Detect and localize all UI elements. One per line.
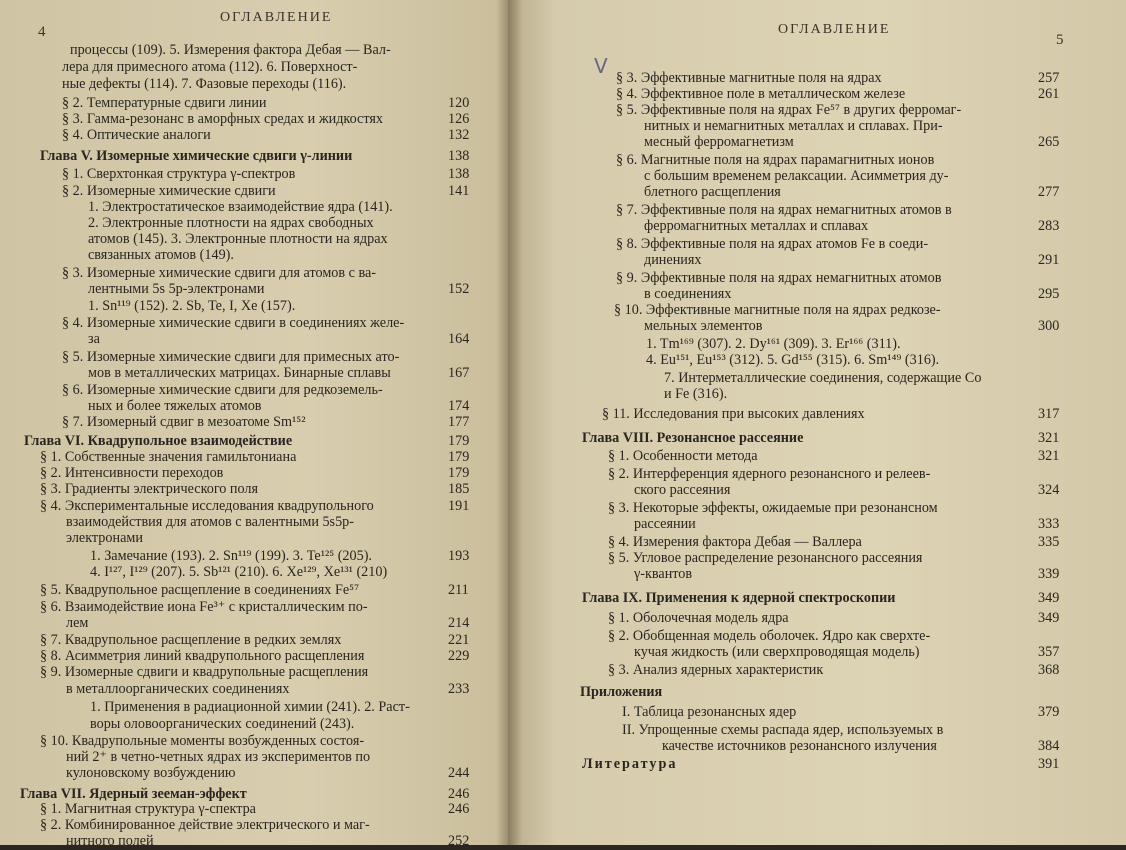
right-toc-page-number: 384 <box>1038 738 1060 754</box>
left-toc-page-number: 174 <box>448 398 470 414</box>
left-toc-line-text: 1. Применения в радиационной химии (241). 2. Раст- <box>90 699 410 715</box>
left-toc-page-number: 191 <box>448 498 470 514</box>
right-toc-page-number: 339 <box>1038 566 1060 582</box>
left-toc-page-number: 185 <box>448 481 470 497</box>
left-toc-page-number: 244 <box>448 765 470 781</box>
right-toc-line-text: в соединениях <box>644 286 732 302</box>
left-toc-line-text: атомов (145). 3. Электронные плотности на ядрах <box>88 231 388 247</box>
right-toc-line-text: и Fe (316). <box>664 386 728 402</box>
left-toc-line-text: § 5. Квадрупольное расщепление в соединениях Fe⁵⁷ <box>40 582 360 598</box>
right-toc-line-text: кучая жидкость (или сверхпроводящая модель) <box>634 644 920 660</box>
left-toc-line-text: лем <box>66 615 89 631</box>
right-page <box>508 0 1126 845</box>
left-toc-page-number: 138 <box>448 166 470 182</box>
left-toc-line-text: ний 2⁺ в четно-четных ядрах из экспериментов по <box>66 749 371 765</box>
left-toc-page-number: 221 <box>448 632 470 648</box>
right-toc-line-text: § 8. Эффективные поля на ядрах атомов Fe в соеди- <box>616 236 929 252</box>
right-toc-line-text: § 3. Некоторые эффекты, ожидаемые при резонансном <box>608 500 938 516</box>
left-toc-line-text: 4. I¹²⁷, I¹²⁹ (207). 5. Sb¹²¹ (210). 6. Xe¹²⁹, Xe¹³¹ (210) <box>90 564 388 580</box>
right-running-head: ОГЛАВЛЕНИЕ <box>778 22 891 37</box>
right-toc-line-text: с большим временем релаксации. Асимметрия ду- <box>644 168 949 184</box>
right-toc-line-text: § 5. Угловое распределение резонансного рассеяния <box>608 550 923 566</box>
pencil-check-mark: V <box>594 54 608 78</box>
left-toc-page-number: 138 <box>448 148 470 164</box>
right-toc-line-text: § 1. Оболочечная модель ядра <box>608 610 789 626</box>
right-toc-page-number: 257 <box>1038 70 1060 86</box>
left-toc-line-text: Глава VII. Ядерный зееман-эффект <box>20 786 247 802</box>
right-toc-line-text: II. Упрощенные схемы распада ядер, используемых в <box>622 722 944 738</box>
left-toc-page-number: 179 <box>448 465 470 481</box>
left-toc-page-number: 252 <box>448 833 470 849</box>
right-toc-page-number: 283 <box>1038 218 1060 234</box>
right-toc-page-number: 335 <box>1038 534 1060 550</box>
left-toc-line-text: электронами <box>66 530 143 546</box>
right-toc-page-number: 379 <box>1038 704 1060 720</box>
left-toc-line-text: процессы (109). 5. Измерения фактора Дебая — Вал- <box>70 42 391 58</box>
left-toc-page-number: 179 <box>448 433 470 449</box>
left-toc-line-text: 1. Электростатическое взаимодействие ядра (141). <box>88 199 393 215</box>
right-toc-line-text: Глава VIII. Резонансное рассеяние <box>582 430 804 446</box>
right-toc-line-text: § 10. Эффективные магнитные поля на ядрах редкозе- <box>614 302 941 318</box>
right-toc-line-text: ского рассеяния <box>634 482 731 498</box>
right-toc-line-text: рассеянии <box>634 516 696 532</box>
right-toc-line-text: мельных элементов <box>644 318 763 334</box>
left-toc-page-number: 214 <box>448 615 470 631</box>
left-toc-line-text: ные дефекты (114). 7. Фазовые переходы (116). <box>62 76 347 92</box>
left-toc-page-number: 141 <box>448 183 470 199</box>
right-toc-page-number: 349 <box>1038 590 1060 606</box>
right-toc-page-number: 368 <box>1038 662 1060 678</box>
left-toc-page-number: 164 <box>448 331 470 347</box>
right-toc-page-number: 321 <box>1038 430 1060 446</box>
left-toc-page-number: 177 <box>448 414 470 430</box>
right-toc-line-text: § 4. Измерения фактора Дебая — Валлера <box>608 534 862 550</box>
right-toc-line-text: § 9. Эффективные поля на ядрах немагнитных атомов <box>616 270 942 286</box>
left-toc-line-text: мов в металлических матрицах. Бинарные сплавы <box>88 365 391 381</box>
book-gutter <box>496 0 522 845</box>
right-toc-line-text: блетного расщепления <box>644 184 781 200</box>
right-toc-line-text: Глава IX. Применения к ядерной спектроскопии <box>582 590 896 606</box>
left-toc-page-number: 126 <box>448 111 470 127</box>
right-toc-line-text: 4. Eu¹⁵¹, Eu¹⁵³ (312). 5. Gd¹⁵⁵ (315). 6. Sm¹⁴⁹ (316). <box>646 352 940 368</box>
left-toc-line-text: нитного полей <box>66 833 154 849</box>
left-toc-page-number: 167 <box>448 365 470 381</box>
left-toc-line-text: Глава VI. Квадрупольное взаимодействие <box>24 433 293 449</box>
left-toc-line-text: § 1. Собственные значения гамильтониана <box>40 449 297 465</box>
right-toc-line-text: 7. Интерметаллические соединения, содержащие Co <box>664 370 982 386</box>
right-toc-line-text: § 5. Эффективные поля на ядрах Fe⁵⁷ в других ферромаг- <box>616 102 962 118</box>
left-toc-line-text: ных и более тяжелых атомов <box>88 398 262 414</box>
left-toc-line-text: взаимодействия для атомов с валентными 5s5p- <box>66 514 354 530</box>
right-toc-line-text: ферромагнитных металлах и сплавах <box>644 218 869 234</box>
left-running-head: ОГЛАВЛЕНИЕ <box>220 10 333 25</box>
right-toc-page-number: 349 <box>1038 610 1060 626</box>
left-toc-page-number: 152 <box>448 281 470 297</box>
left-toc-page-number: 229 <box>448 648 470 664</box>
left-toc-line-text: § 2. Интенсивности переходов <box>40 465 224 481</box>
right-toc-line-text: § 1. Особенности метода <box>608 448 758 464</box>
right-toc-page-number: 300 <box>1038 318 1060 334</box>
right-toc-line-text: § 4. Эффективное поле в металлическом железе <box>616 86 906 102</box>
left-toc-line-text: § 10. Квадрупольные моменты возбужденных состоя- <box>40 733 365 749</box>
left-toc-page-number: 211 <box>448 582 469 598</box>
left-toc-line-text: § 9. Изомерные сдвиги и квадрупольные расщепления <box>40 664 369 680</box>
right-toc-line-text: § 7. Эффективные поля на ядрах немагнитных атомов в <box>616 202 952 218</box>
left-toc-page-number: 233 <box>448 681 470 697</box>
right-toc-page-number: 277 <box>1038 184 1060 200</box>
left-toc-line-text: кулоновскому возбуждению <box>66 765 236 781</box>
left-toc-page-number: 193 <box>448 548 470 564</box>
right-toc-line-text: § 2. Интерференция ядерного резонансного и релеев- <box>608 466 931 482</box>
right-toc-page-number: 265 <box>1038 134 1060 150</box>
left-toc-line-text: § 4. Оптические аналоги <box>62 127 211 143</box>
right-toc-line-text: динениях <box>644 252 702 268</box>
right-toc-page-number: 321 <box>1038 448 1060 464</box>
left-toc-line-text: § 1. Сверхтонкая структура γ-спектров <box>62 166 296 182</box>
left-toc-line-text: связанных атомов (149). <box>88 247 234 263</box>
left-toc-line-text: § 4. Изомерные химические сдвиги в соединениях желе- <box>62 315 405 331</box>
left-toc-page-number: 132 <box>448 127 470 143</box>
left-toc-page-number: 179 <box>448 449 470 465</box>
right-toc-line-text: месный ферромагнетизм <box>644 134 794 150</box>
right-toc-line-text: § 6. Магнитные поля на ядрах парамагнитных ионов <box>616 152 935 168</box>
left-toc-line-text: § 3. Изомерные химические сдвиги для атомов с ва- <box>62 265 377 281</box>
right-toc-page-number: 317 <box>1038 406 1060 422</box>
left-toc-line-text: § 5. Изомерные химические сдвиги для примесных ато- <box>62 349 400 365</box>
left-toc-line-text: § 4. Экспериментальные исследования квадрупольного <box>40 498 374 514</box>
right-toc-page-number: 391 <box>1038 756 1060 772</box>
left-toc-line-text: 1. Sn¹¹⁹ (152). 2. Sb, Te, I, Xe (157). <box>88 298 296 314</box>
left-toc-line-text: § 7. Квадрупольное расщепление в редких землях <box>40 632 342 648</box>
left-page <box>0 0 510 849</box>
left-toc-page-number: 246 <box>448 786 470 802</box>
right-page-number: 5 <box>1056 32 1064 48</box>
left-toc-line-text: § 6. Взаимодействие иона Fe³⁺ с кристаллическим по- <box>40 599 368 615</box>
left-toc-line-text: § 6. Изомерные химические сдвиги для редкоземель- <box>62 382 383 398</box>
right-toc-page-number: 295 <box>1038 286 1060 302</box>
right-toc-line-text: § 3. Эффективные магнитные поля на ядрах <box>616 70 882 86</box>
right-toc-line-text: γ-квантов <box>634 566 693 582</box>
left-toc-line-text: § 2. Температурные сдвиги линии <box>62 95 267 111</box>
left-toc-line-text: лера для примесного атома (112). 6. Поверхност- <box>62 59 358 75</box>
left-toc-line-text: воры оловоорганических соединений (243). <box>90 716 355 732</box>
left-toc-line-text: § 7. Изомерный сдвиг в мезоатоме Sm¹⁵² <box>62 414 306 430</box>
left-toc-line-text: Глава V. Изомерные химические сдвиги γ-линии <box>40 148 353 164</box>
right-toc-line-text: Литература <box>582 756 678 772</box>
left-toc-line-text: за <box>88 331 100 347</box>
right-toc-line-text: I. Таблица резонансных ядер <box>622 704 797 720</box>
left-toc-line-text: § 8. Асимметрия линий квадрупольного расщепления <box>40 648 365 664</box>
right-toc-line-text: качестве источников резонансного излучения <box>662 738 937 754</box>
left-toc-line-text: в металлоорганических соединениях <box>66 681 290 697</box>
right-toc-page-number: 291 <box>1038 252 1060 268</box>
right-toc-line-text: 1. Tm¹⁶⁹ (307). 2. Dy¹⁶¹ (309). 3. Er¹⁶⁶ (311). <box>646 336 901 352</box>
right-toc-page-number: 261 <box>1038 86 1060 102</box>
left-page-number: 4 <box>38 24 46 40</box>
left-toc-line-text: лентными 5s 5p-электронами <box>88 281 265 297</box>
right-toc-line-text: § 2. Обобщенная модель оболочек. Ядро как сверхте- <box>608 628 931 644</box>
left-toc-line-text: § 3. Градиенты электрического поля <box>40 481 259 497</box>
left-toc-page-number: 120 <box>448 95 470 111</box>
left-toc-line-text: § 3. Гамма-резонанс в аморфных средах и жидкостях <box>62 111 383 127</box>
left-toc-page-number: 246 <box>448 801 470 817</box>
right-toc-page-number: 333 <box>1038 516 1060 532</box>
right-toc-page-number: 324 <box>1038 482 1060 498</box>
left-toc-line-text: 1. Замечание (193). 2. Sn¹¹⁹ (199). 3. Te¹²⁵ (205). <box>90 548 372 564</box>
left-toc-line-text: § 2. Комбинированное действие электрического и маг- <box>40 817 370 833</box>
right-toc-line-text: нитных и немагнитных металлах и сплавах. При- <box>644 118 943 134</box>
right-toc-line-text: Приложения <box>580 684 663 700</box>
left-toc-line-text: § 2. Изомерные химические сдвиги <box>62 183 276 199</box>
right-toc-line-text: § 3. Анализ ядерных характеристик <box>608 662 824 678</box>
left-toc-line-text: 2. Электронные плотности на ядрах свободных <box>88 215 374 231</box>
right-toc-line-text: § 11. Исследования при высоких давлениях <box>602 406 865 422</box>
left-toc-line-text: § 1. Магнитная структура γ-спектра <box>40 801 256 817</box>
right-toc-page-number: 357 <box>1038 644 1060 660</box>
